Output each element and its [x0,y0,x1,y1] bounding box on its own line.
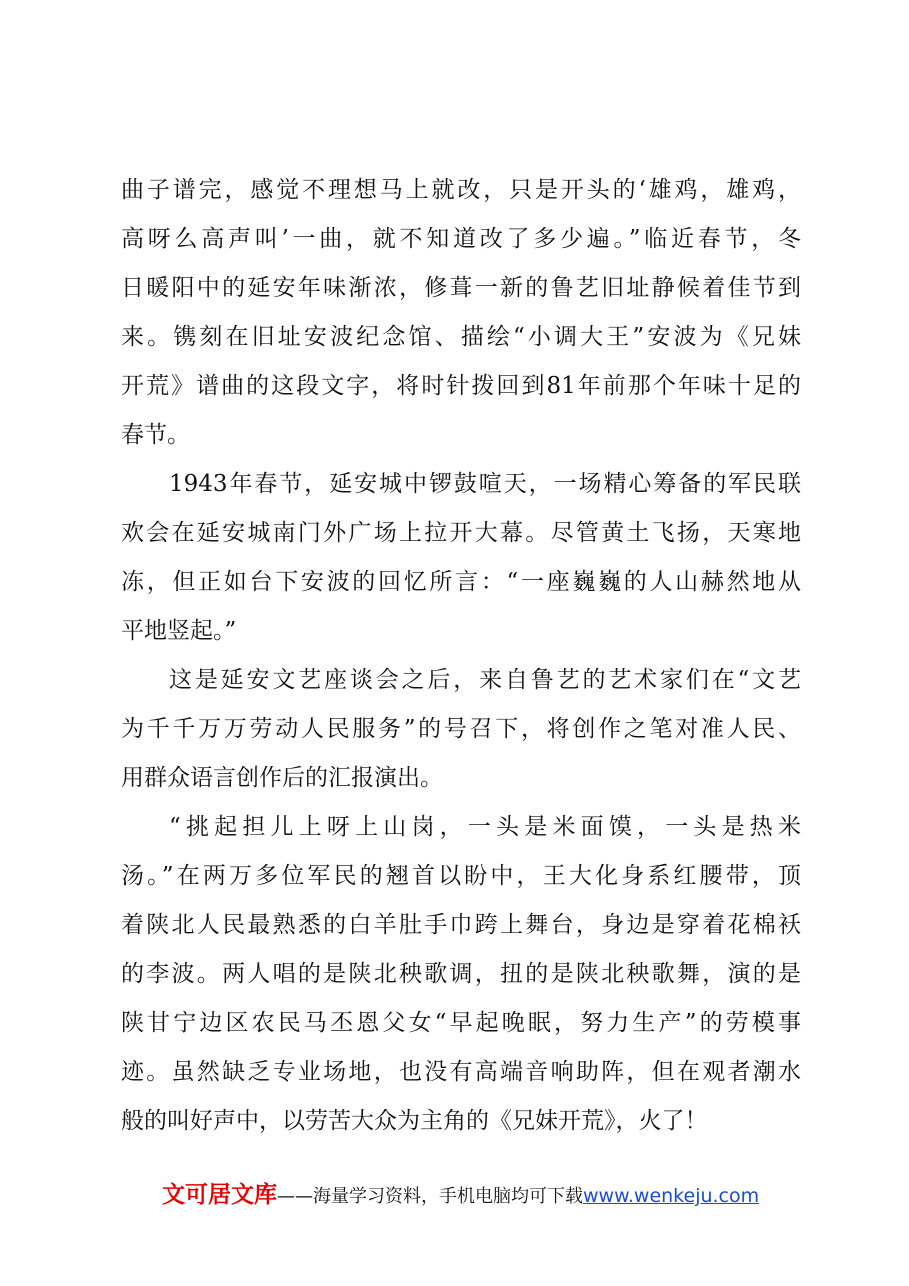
text-line: 日暖阳中的延安年味渐浓，修葺一新的鲁艺旧址静候着佳节到 [121,275,801,301]
text-line: 陕甘宁边区农民马丕恩父女“早起晚眠，努力生产”的劳模事 [121,1010,801,1036]
text-line: 的李波。两人唱的是陕北秧歌调，扭的是陕北秧歌舞，演的是 [121,961,801,987]
article-body [121,166,801,1146]
text-line: 曲子谱完，感觉不理想马上就改，只是开头的‘雄鸡，雄鸡， [121,177,801,203]
footer-site-link[interactable]: www.wenkeju.com [583,1185,760,1207]
footer-tagline: ——海量学习资料，手机电脑均可下载 [277,1186,583,1207]
text-line: 1943年春节，延安城中锣鼓喧天，一场精心筹备的军民联 [169,471,801,497]
text-line: 平地竖起。” [121,618,237,644]
text-line: 这是延安文艺座谈会之后，来自鲁艺的艺术家们在“文艺 [169,667,801,693]
text-line: 为千千万万劳动人民服务”的号召下，将创作之笔对准人民、 [121,716,801,742]
paragraph-4 [121,803,801,1146]
text-line: 春节。 [121,422,190,448]
text-line: 欢会在延安城南门外广场上拉开大幕。尽管黄土飞扬，天寒地 [121,520,801,546]
text-line: 用群众语言创作后的汇报演出。 [121,765,443,791]
text-line: 开荒》谱曲的这段文字，将时针拨回到81年前那个年味十足的 [121,373,801,399]
footer-banner [162,1178,782,1212]
text-line: “挑起担儿上呀上山岗，一头是米面馍，一头是热米 [169,814,801,840]
text-line: 高呀么高声叫’一曲，就不知道改了多少遍。”临近春节，冬 [121,226,801,252]
paragraph-2 [121,460,801,656]
text-line: 着陕北人民最熟悉的白羊肚手巾跨上舞台，身边是穿着花棉袄 [121,912,801,938]
text-line: 来。镌刻在旧址安波纪念馆、描绘“小调大王”安波为《兄妹 [121,324,801,350]
text-line: 汤。”在两万多位军民的翘首以盼中，王大化身系红腰带，顶 [121,863,801,889]
footer-brand: 文可居文库 [162,1182,277,1208]
text-line: 迹。虽然缺乏专业场地，也没有高端音响助阵，但在观者潮水 [121,1059,801,1085]
text-line: 般的叫好声中，以劳苦大众为主角的《兄妹开荒》，火了！ [121,1108,708,1134]
text-line: 冻，但正如台下安波的回忆所言：“一座巍巍的人山赫然地从 [121,569,801,595]
paragraph-3 [121,656,801,803]
paragraph-1 [121,166,801,460]
